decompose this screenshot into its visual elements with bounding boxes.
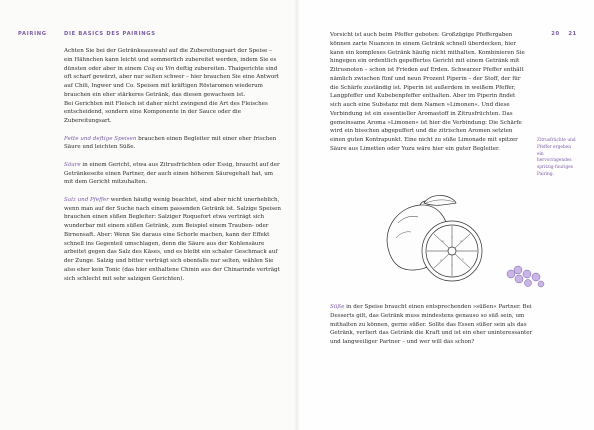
section-header: PAIRING: [18, 31, 47, 37]
emphasis: Säure: [64, 161, 81, 168]
left-column: [64, 47, 282, 292]
paragraph: Fette und deftige Speisen brauchen einen Begleiter mit einer eher frischen Säure und leichten Süße.: [64, 135, 277, 151]
emphasis: Fette und deftige Speisen: [64, 135, 137, 142]
peppercorn-illustration: [505, 262, 545, 290]
right-column: [330, 31, 525, 162]
emphasis: Salz und Pfeffer: [64, 196, 109, 203]
paragraph: Bei Gerichten mit Fleisch ist daher nicht zwingend die Art des Fleisches entscheidend, sondern eine Komponente in der Sauce oder die Zubereitungsart.: [64, 100, 268, 124]
emphasis: Coq au Vin: [143, 65, 175, 72]
page-number-right: 21: [568, 31, 577, 37]
paragraph: Vorsicht ist auch beim Pfeffer geboten: Großzügige Pfeffergaben können zarte Nuancen in einem Getränk schnell überdecken, hier kann ein komplexes Getränk häufig nicht mithalten. Kombinieren Sie hingegen ein ordentlich gepeffertes Gericht mit einem Getränk mit Zitrusnoten – schon ist Frieden auf Erden. Schwarzer Pfeffer enthält nämlich zwischen fünf und neun Prozent Piperin – der Stoff, der für die Schärfe zuständig ist. Piperin ist außerdem in weißem Pfeffer, Langpfeffer und Kubebenpfeffer enthalten. Aber im Piperin findet sich auch eine Substanz mit dem Namen »Limonen«. Und diese Verbindung ist ein essentieller Aromastoff in Zitrusfrüchten. Das gemeinsame Aroma »Limonen« ist hier die Verbindung: Die Schärfe wird ein bisschen abgepuffert und die zitrischen Aromen setzten einen guten Kontrapunkt. Eine nicht zu süße Limonade mit spitzer Säure aus Limetten oder Yuzu wäre hier ein guter Begleiter.: [330, 32, 525, 152]
lemon-illustration: [378, 193, 490, 289]
emphasis: Süße: [330, 304, 345, 310]
page-numbers: [545, 31, 577, 37]
book-gutter: [294, 0, 300, 430]
chapter-subtitle: DIE BASICS DES PAIRINGS: [64, 31, 156, 37]
margin-note: Zitrusfrüchte und Pfeffer ergeben ein hervorragendes spritzig-fuuriges Pairing.: [537, 138, 576, 177]
paragraph: Säure in einem Gericht, etwa aus Zitrusfrüchten oder Essig, braucht auf der Getränkeseite einen Partner, der auch einen höheren Säuregehalt hat, um mit dem Gericht mitzuhalten.: [64, 161, 280, 186]
paragraph: Achten Sie bei der Getränkeauswahl auf die Zubereitungsart der Speise – ein Hähnchen kann leicht und sommerlich zubereitet werden, indem Sie es dünsten oder aber in einem Coq au Vin deftig zubereiten. Thaigerichte sind oft scharf gewürzt, aber nur selten schwer – hier brauchen Sie eine Antwort auf Chili, Ingwer und Co. Speisen mit kräftigen Röstaromen wiederum brauchen ein eher stärkeres Getränk, das diesen gewachsen ist.: [64, 48, 280, 98]
right-lower-column: [330, 303, 535, 356]
paragraph: Süße in der Speise braucht einen entsprechenden »süßen« Partner. Bei Desserts gilt, das Getränk muss mindestens genauso so süß sein, um mithalten zu können, gerne süßer. Sollte das Essen süßer sein als das Getränk, verliert das Getränk die Kraft und ist ein eher uninteressanter und langweiliger Partner – und wer will das schon?: [330, 304, 533, 345]
paragraph: Salz und Pfeffer werden häufig wenig beachtet, sind aber nicht unerheblich, wenn man auf der Suche nach einem passenden Getränk ist. Salzige Speisen brauchen einen süßen Begleiter: Salziger Roquefort etwa verträgt sich wunderbar mit einem süßen Getränk, zum Beispiel einem Trauben- oder Birnensaft. Aber: Wenn Sie daraus eine Schorle machen, kann der Effekt schnell ins Gegenteil umschlagen, denn die Säure aus der Kohlensäure arbeitet gegen das Salz des Käses, und es bleibt ein schaler Geschmack auf der Zunge. Salzig und bitter verträgt sich ebenfalls nur selten, wählen Sie also eher kein Tonic (das hier enthaltene Chinin aus der Chinarinde verträgt sich schlecht mit sehr salzigen Gerichten).: [64, 196, 281, 282]
page-number-left: 20: [551, 31, 560, 37]
